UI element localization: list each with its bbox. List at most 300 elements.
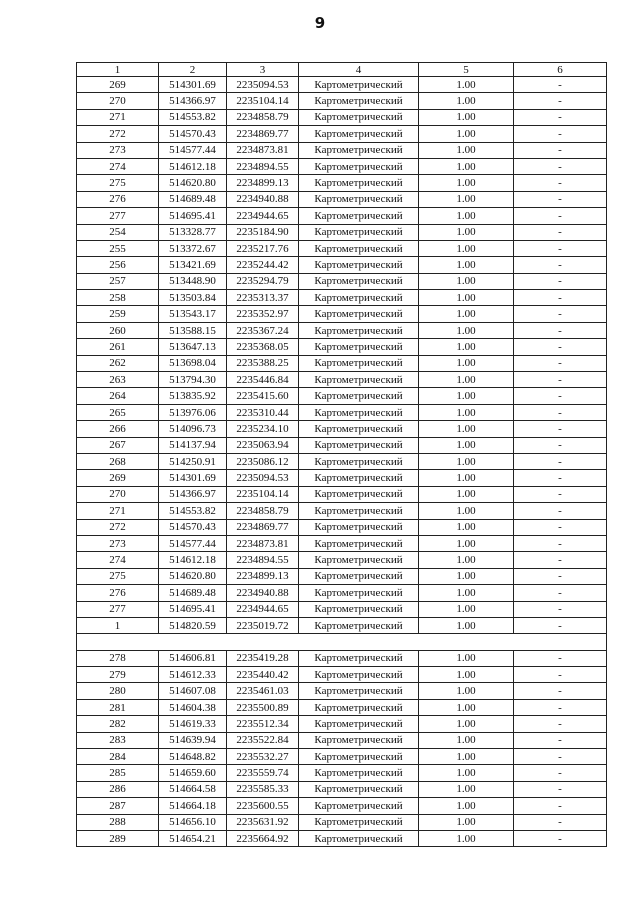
cell-method: Картометрический <box>299 175 419 191</box>
cell-x: 513794.30 <box>159 372 227 388</box>
cell-point-number: 256 <box>77 257 159 273</box>
cell-description: - <box>514 208 607 224</box>
cell-description: - <box>514 175 607 191</box>
cell-description: - <box>514 732 607 748</box>
cell-accuracy: 1.00 <box>419 617 514 633</box>
cell-method: Картометрический <box>299 93 419 109</box>
cell-point-number: 267 <box>77 437 159 453</box>
cell-x: 514250.91 <box>159 453 227 469</box>
cell-accuracy: 1.00 <box>419 191 514 207</box>
cell-y: 2235234.10 <box>227 421 299 437</box>
cell-point-number: 270 <box>77 93 159 109</box>
cell-point-number: 269 <box>77 77 159 93</box>
table-row <box>77 650 607 666</box>
cell-y: 2234940.88 <box>227 191 299 207</box>
cell-method: Картометрический <box>299 372 419 388</box>
cell-accuracy: 1.00 <box>419 453 514 469</box>
cell-x: 514612.33 <box>159 667 227 683</box>
cell-accuracy: 1.00 <box>419 535 514 551</box>
table-row <box>77 126 607 142</box>
cell-method: Картометрический <box>299 486 419 502</box>
cell-x: 514606.81 <box>159 650 227 666</box>
cell-method: Картометрический <box>299 749 419 765</box>
table-row <box>77 749 607 765</box>
cell-y: 2235367.24 <box>227 322 299 338</box>
cell-x: 513543.17 <box>159 306 227 322</box>
cell-point-number: 273 <box>77 535 159 551</box>
cell-method: Картометрический <box>299 273 419 289</box>
table-row <box>77 224 607 240</box>
cell-point-number: 268 <box>77 453 159 469</box>
cell-point-number: 283 <box>77 732 159 748</box>
cell-y: 2234858.79 <box>227 503 299 519</box>
cell-y: 2235104.14 <box>227 486 299 502</box>
cell-y: 2235313.37 <box>227 290 299 306</box>
cell-accuracy: 1.00 <box>419 732 514 748</box>
table-row <box>77 273 607 289</box>
cell-x: 514366.97 <box>159 93 227 109</box>
cell-description: - <box>514 535 607 551</box>
cell-y: 2235310.44 <box>227 404 299 420</box>
table-row <box>77 437 607 453</box>
cell-description: - <box>514 421 607 437</box>
cell-accuracy: 1.00 <box>419 257 514 273</box>
cell-x: 514620.80 <box>159 175 227 191</box>
cell-point-number: 258 <box>77 290 159 306</box>
cell-point-number: 274 <box>77 552 159 568</box>
cell-description: - <box>514 93 607 109</box>
column-header-method: 4 <box>299 63 419 77</box>
cell-x: 513976.06 <box>159 404 227 420</box>
cell-x: 513835.92 <box>159 388 227 404</box>
table-row <box>77 404 607 420</box>
cell-description: - <box>514 240 607 256</box>
cell-description: - <box>514 404 607 420</box>
cell-y: 2234944.65 <box>227 601 299 617</box>
cell-description: - <box>514 470 607 486</box>
cell-accuracy: 1.00 <box>419 273 514 289</box>
cell-description: - <box>514 339 607 355</box>
table-row <box>77 372 607 388</box>
cell-method: Картометрический <box>299 732 419 748</box>
table-row <box>77 208 607 224</box>
cell-description: - <box>514 126 607 142</box>
cell-y: 2235446.84 <box>227 372 299 388</box>
cell-method: Картометрический <box>299 650 419 666</box>
cell-accuracy: 1.00 <box>419 683 514 699</box>
cell-description: - <box>514 372 607 388</box>
table-row <box>77 257 607 273</box>
table-row <box>77 290 607 306</box>
cell-y: 2235094.53 <box>227 77 299 93</box>
separator-cell <box>77 634 607 650</box>
table-row <box>77 568 607 584</box>
cell-description: - <box>514 519 607 535</box>
cell-x: 514577.44 <box>159 535 227 551</box>
cell-accuracy: 1.00 <box>419 322 514 338</box>
cell-accuracy: 1.00 <box>419 355 514 371</box>
cell-description: - <box>514 109 607 125</box>
table-row <box>77 421 607 437</box>
table-row <box>77 355 607 371</box>
cell-point-number: 263 <box>77 372 159 388</box>
cell-y: 2234899.13 <box>227 175 299 191</box>
cell-x: 514620.80 <box>159 568 227 584</box>
cell-method: Картометрический <box>299 568 419 584</box>
cell-accuracy: 1.00 <box>419 798 514 814</box>
cell-method: Картометрический <box>299 355 419 371</box>
cell-description: - <box>514 568 607 584</box>
cell-method: Картометрический <box>299 142 419 158</box>
cell-point-number: 262 <box>77 355 159 371</box>
cell-y: 2234944.65 <box>227 208 299 224</box>
cell-point-number: 259 <box>77 306 159 322</box>
cell-point-number: 255 <box>77 240 159 256</box>
cell-description: - <box>514 503 607 519</box>
cell-point-number: 266 <box>77 421 159 437</box>
cell-method: Картометрический <box>299 781 419 797</box>
cell-point-number: 286 <box>77 781 159 797</box>
cell-point-number: 272 <box>77 126 159 142</box>
cell-accuracy: 1.00 <box>419 93 514 109</box>
cell-point-number: 257 <box>77 273 159 289</box>
cell-accuracy: 1.00 <box>419 142 514 158</box>
cell-accuracy: 1.00 <box>419 830 514 846</box>
cell-x: 513328.77 <box>159 224 227 240</box>
cell-y: 2235512.34 <box>227 716 299 732</box>
cell-accuracy: 1.00 <box>419 765 514 781</box>
cell-method: Картометрический <box>299 716 419 732</box>
cell-x: 514659.60 <box>159 765 227 781</box>
cell-description: - <box>514 716 607 732</box>
cell-point-number: 278 <box>77 650 159 666</box>
cell-y: 2234869.77 <box>227 126 299 142</box>
coordinates-table <box>76 62 607 847</box>
cell-method: Картометрический <box>299 617 419 633</box>
cell-x: 513588.15 <box>159 322 227 338</box>
column-header-description: 6 <box>514 63 607 77</box>
cell-description: - <box>514 749 607 765</box>
cell-description: - <box>514 77 607 93</box>
cell-description: - <box>514 667 607 683</box>
cell-accuracy: 1.00 <box>419 372 514 388</box>
cell-x: 514654.21 <box>159 830 227 846</box>
cell-accuracy: 1.00 <box>419 568 514 584</box>
column-header-x: 2 <box>159 63 227 77</box>
cell-method: Картометрический <box>299 404 419 420</box>
cell-accuracy: 1.00 <box>419 814 514 830</box>
cell-point-number: 287 <box>77 798 159 814</box>
cell-point-number: 265 <box>77 404 159 420</box>
cell-x: 514664.18 <box>159 798 227 814</box>
cell-accuracy: 1.00 <box>419 175 514 191</box>
cell-description: - <box>514 191 607 207</box>
table-row <box>77 683 607 699</box>
cell-method: Картометрический <box>299 126 419 142</box>
cell-y: 2235094.53 <box>227 470 299 486</box>
cell-point-number: 269 <box>77 470 159 486</box>
cell-y: 2235600.55 <box>227 798 299 814</box>
cell-x: 513421.69 <box>159 257 227 273</box>
cell-point-number: 280 <box>77 683 159 699</box>
cell-x: 514695.41 <box>159 208 227 224</box>
cell-x: 514689.48 <box>159 191 227 207</box>
cell-point-number: 285 <box>77 765 159 781</box>
cell-x: 514301.69 <box>159 470 227 486</box>
column-header-accuracy: 5 <box>419 63 514 77</box>
cell-x: 514619.33 <box>159 716 227 732</box>
cell-x: 514656.10 <box>159 814 227 830</box>
cell-x: 514570.43 <box>159 519 227 535</box>
cell-method: Картометрический <box>299 503 419 519</box>
cell-x: 513698.04 <box>159 355 227 371</box>
cell-method: Картометрический <box>299 322 419 338</box>
cell-y: 2234873.81 <box>227 535 299 551</box>
cell-point-number: 274 <box>77 158 159 174</box>
cell-x: 514612.18 <box>159 552 227 568</box>
cell-y: 2235184.90 <box>227 224 299 240</box>
cell-x: 514604.38 <box>159 699 227 715</box>
cell-point-number: 284 <box>77 749 159 765</box>
table-body <box>77 77 607 847</box>
cell-accuracy: 1.00 <box>419 699 514 715</box>
cell-x: 514137.94 <box>159 437 227 453</box>
cell-description: - <box>514 552 607 568</box>
cell-y: 2235415.60 <box>227 388 299 404</box>
cell-x: 514695.41 <box>159 601 227 617</box>
cell-x: 514096.73 <box>159 421 227 437</box>
cell-y: 2235532.27 <box>227 749 299 765</box>
cell-method: Картометрический <box>299 421 419 437</box>
cell-accuracy: 1.00 <box>419 552 514 568</box>
cell-description: - <box>514 585 607 601</box>
cell-description: - <box>514 224 607 240</box>
cell-x: 514648.82 <box>159 749 227 765</box>
cell-y: 2235217.76 <box>227 240 299 256</box>
table-row <box>77 503 607 519</box>
cell-y: 2235664.92 <box>227 830 299 846</box>
cell-point-number: 288 <box>77 814 159 830</box>
cell-point-number: 260 <box>77 322 159 338</box>
column-header-point-number: 1 <box>77 63 159 77</box>
cell-method: Картометрический <box>299 208 419 224</box>
cell-description: - <box>514 273 607 289</box>
cell-y: 2234869.77 <box>227 519 299 535</box>
cell-y: 2235019.72 <box>227 617 299 633</box>
column-header-y: 3 <box>227 63 299 77</box>
table-row <box>77 93 607 109</box>
cell-point-number: 275 <box>77 568 159 584</box>
cell-description: - <box>514 814 607 830</box>
cell-accuracy: 1.00 <box>419 290 514 306</box>
cell-method: Картометрический <box>299 470 419 486</box>
table-row <box>77 667 607 683</box>
table-row <box>77 339 607 355</box>
cell-y: 2235388.25 <box>227 355 299 371</box>
cell-description: - <box>514 617 607 633</box>
cell-accuracy: 1.00 <box>419 749 514 765</box>
cell-y: 2235368.05 <box>227 339 299 355</box>
cell-method: Картометрический <box>299 683 419 699</box>
table-row <box>77 585 607 601</box>
cell-x: 514301.69 <box>159 77 227 93</box>
table-row <box>77 535 607 551</box>
cell-x: 513647.13 <box>159 339 227 355</box>
table-row <box>77 77 607 93</box>
table-row <box>77 142 607 158</box>
cell-point-number: 277 <box>77 601 159 617</box>
cell-y: 2235086.12 <box>227 453 299 469</box>
table-row <box>77 191 607 207</box>
cell-method: Картометрический <box>299 109 419 125</box>
cell-x: 513448.90 <box>159 273 227 289</box>
cell-description: - <box>514 650 607 666</box>
cell-accuracy: 1.00 <box>419 585 514 601</box>
table-row <box>77 699 607 715</box>
header-row <box>77 63 607 77</box>
cell-description: - <box>514 388 607 404</box>
cell-point-number: 254 <box>77 224 159 240</box>
cell-point-number: 289 <box>77 830 159 846</box>
cell-description: - <box>514 781 607 797</box>
cell-point-number: 271 <box>77 109 159 125</box>
cell-description: - <box>514 437 607 453</box>
cell-accuracy: 1.00 <box>419 404 514 420</box>
cell-y: 2235294.79 <box>227 273 299 289</box>
cell-point-number: 276 <box>77 191 159 207</box>
cell-description: - <box>514 355 607 371</box>
cell-method: Картометрический <box>299 453 419 469</box>
cell-point-number: 281 <box>77 699 159 715</box>
cell-y: 2235500.89 <box>227 699 299 715</box>
table-row <box>77 601 607 617</box>
cell-description: - <box>514 290 607 306</box>
cell-y: 2235585.33 <box>227 781 299 797</box>
cell-method: Картометрический <box>299 601 419 617</box>
table-row <box>77 552 607 568</box>
cell-method: Картометрический <box>299 519 419 535</box>
cell-accuracy: 1.00 <box>419 208 514 224</box>
table-row <box>77 781 607 797</box>
cell-method: Картометрический <box>299 158 419 174</box>
cell-accuracy: 1.00 <box>419 437 514 453</box>
cell-method: Картометрический <box>299 798 419 814</box>
cell-y: 2235440.42 <box>227 667 299 683</box>
table-row <box>77 388 607 404</box>
table-row <box>77 109 607 125</box>
cell-method: Картометрический <box>299 699 419 715</box>
cell-description: - <box>514 453 607 469</box>
cell-method: Картометрический <box>299 388 419 404</box>
cell-y: 2235559.74 <box>227 765 299 781</box>
cell-description: - <box>514 306 607 322</box>
cell-y: 2235244.42 <box>227 257 299 273</box>
table-row <box>77 158 607 174</box>
cell-accuracy: 1.00 <box>419 126 514 142</box>
cell-y: 2234899.13 <box>227 568 299 584</box>
cell-method: Картометрический <box>299 552 419 568</box>
cell-x: 514639.94 <box>159 732 227 748</box>
cell-accuracy: 1.00 <box>419 421 514 437</box>
cell-y: 2235419.28 <box>227 650 299 666</box>
cell-x: 514689.48 <box>159 585 227 601</box>
cell-point-number: 276 <box>77 585 159 601</box>
cell-method: Картометрический <box>299 77 419 93</box>
table-row <box>77 798 607 814</box>
cell-x: 514570.43 <box>159 126 227 142</box>
cell-y: 2234873.81 <box>227 142 299 158</box>
cell-point-number: 272 <box>77 519 159 535</box>
cell-method: Картометрический <box>299 535 419 551</box>
cell-description: - <box>514 142 607 158</box>
cell-description: - <box>514 158 607 174</box>
cell-method: Картометрический <box>299 585 419 601</box>
table-row <box>77 716 607 732</box>
cell-x: 514366.97 <box>159 486 227 502</box>
cell-point-number: 282 <box>77 716 159 732</box>
cell-y: 2235104.14 <box>227 93 299 109</box>
cell-method: Картометрический <box>299 191 419 207</box>
table-row <box>77 617 607 633</box>
cell-x: 514553.82 <box>159 109 227 125</box>
page-number: 9 <box>314 14 326 32</box>
cell-accuracy: 1.00 <box>419 601 514 617</box>
table-row <box>77 470 607 486</box>
cell-description: - <box>514 683 607 699</box>
table-row <box>77 732 607 748</box>
cell-method: Картометрический <box>299 437 419 453</box>
cell-description: - <box>514 322 607 338</box>
cell-accuracy: 1.00 <box>419 667 514 683</box>
cell-point-number: 277 <box>77 208 159 224</box>
table-row <box>77 306 607 322</box>
cell-point-number: 275 <box>77 175 159 191</box>
cell-x: 514664.58 <box>159 781 227 797</box>
cell-y: 2235522.84 <box>227 732 299 748</box>
cell-method: Картометрический <box>299 830 419 846</box>
cell-point-number: 271 <box>77 503 159 519</box>
cell-point-number: 270 <box>77 486 159 502</box>
cell-y: 2235063.94 <box>227 437 299 453</box>
cell-point-number: 279 <box>77 667 159 683</box>
cell-accuracy: 1.00 <box>419 388 514 404</box>
cell-point-number: 1 <box>77 617 159 633</box>
cell-method: Картометрический <box>299 224 419 240</box>
cell-y: 2235631.92 <box>227 814 299 830</box>
table-row <box>77 765 607 781</box>
cell-y: 2234858.79 <box>227 109 299 125</box>
cell-method: Картометрический <box>299 257 419 273</box>
table-row <box>77 519 607 535</box>
cell-accuracy: 1.00 <box>419 158 514 174</box>
cell-x: 513372.67 <box>159 240 227 256</box>
cell-point-number: 273 <box>77 142 159 158</box>
cell-accuracy: 1.00 <box>419 716 514 732</box>
cell-method: Картометрический <box>299 765 419 781</box>
table-row <box>77 240 607 256</box>
table-row <box>77 322 607 338</box>
table-row <box>77 453 607 469</box>
cell-accuracy: 1.00 <box>419 650 514 666</box>
table-row <box>77 175 607 191</box>
cell-method: Картометрический <box>299 667 419 683</box>
cell-method: Картометрический <box>299 306 419 322</box>
cell-description: - <box>514 830 607 846</box>
table-row <box>77 486 607 502</box>
cell-accuracy: 1.00 <box>419 503 514 519</box>
cell-y: 2234940.88 <box>227 585 299 601</box>
cell-method: Картометрический <box>299 814 419 830</box>
